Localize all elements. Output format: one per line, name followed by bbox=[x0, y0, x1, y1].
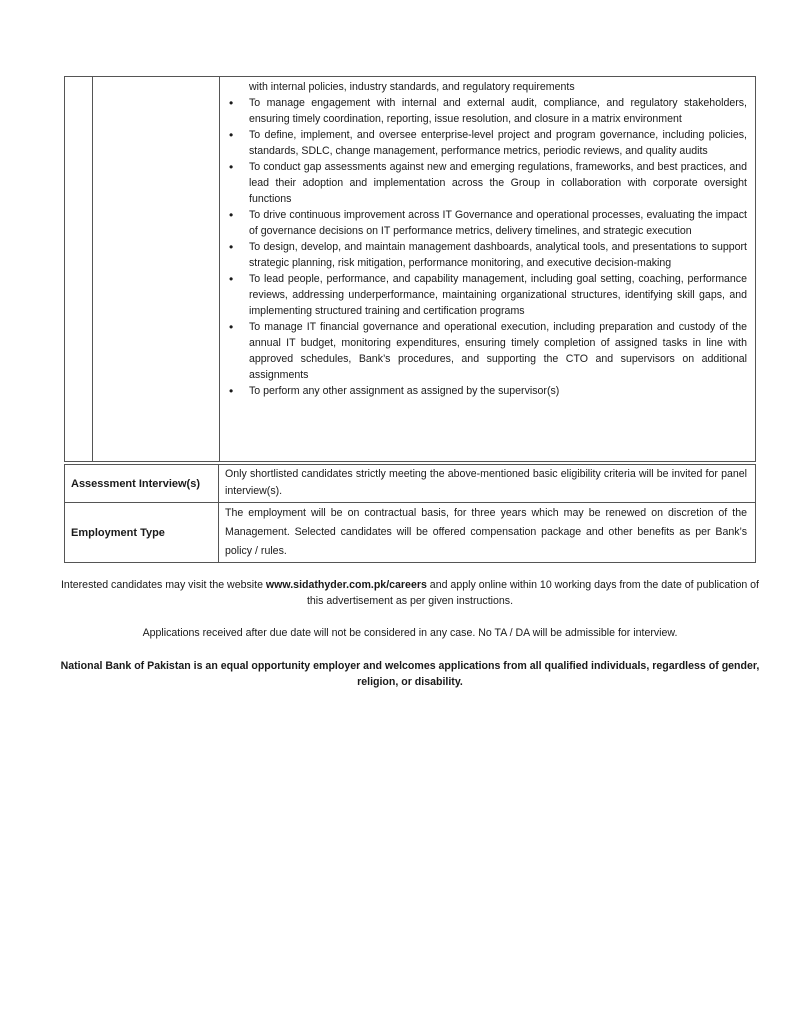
responsibilities-table bbox=[64, 76, 756, 462]
responsibilities-cell bbox=[220, 77, 755, 461]
heading-column bbox=[92, 77, 220, 461]
visit-suffix: and apply online within 10 working days from the date of publication of this advertisement as per given instructions. bbox=[306, 579, 760, 607]
assessment-row bbox=[65, 465, 755, 503]
terms-table bbox=[64, 464, 756, 563]
list-item: • To lead people, performance, and capability management, including goal setting, coaching, performance reviews, addressing underperformance, maintaining organizational structures, identifying skill gaps, and implementing structured training and certification programs bbox=[226, 271, 747, 319]
visit-prefix: Interested candidates may visit the website bbox=[60, 579, 266, 591]
careers-link[interactable]: www.sidathyder.com.pk/careers bbox=[265, 579, 427, 591]
serial-column bbox=[65, 77, 93, 461]
assessment-label: Assessment Interview(s) bbox=[65, 465, 219, 502]
list-item: • To drive continuous improvement across IT Governance and operational processes, evaluating the impact of governance decisions on IT performance metrics, delivery timelines, and strategic execution bbox=[226, 207, 747, 239]
assessment-text: Only shortlisted candidates strictly meeting the above-mentioned basic eligibility criteria will be invited for panel interview(s). bbox=[225, 468, 747, 497]
list-item: • To perform any other assignment as assigned by the supervisor(s) bbox=[226, 383, 747, 399]
application-instructions bbox=[60, 577, 760, 609]
list-item: • To design, develop, and maintain management dashboards, analytical tools, and presentations to support strategic planning, risk mitigation, performance monitoring, and executive decision-making bbox=[226, 239, 747, 271]
list-item: • To manage IT financial governance and operational execution, including preparation and custody of the annual IT budget, monitoring expenditures, ensuring timely completion of assigned tasks in line with approved schedules, Bank’s procedures, and supporting the CTO and supervisors on additional assignments bbox=[226, 319, 747, 383]
due-date-notice: Applications received after due date will not be considered in any case. No TA / DA will be admissible for interview. bbox=[142, 627, 678, 639]
list-item: • To define, implement, and oversee enterprise-level project and program governance, including policies, standards, SDLC, change management, performance metrics, periodic reviews, and quality audits bbox=[226, 127, 747, 159]
list-item: • To conduct gap assessments against new and emerging regulations, frameworks, and best practices, and lead their adoption and implementation across the Group in collaboration with corporate oversight functions bbox=[226, 159, 747, 207]
employment-text: The employment will be on contractual basis, for three years which may be renewed on discretion of the Management. Selected candidates will be offered compensation package and other benefits as per Bank’s policy / rules. bbox=[225, 507, 747, 557]
responsibilities-list bbox=[226, 95, 747, 399]
employment-row bbox=[65, 503, 755, 562]
list-item: • To manage engagement with internal and external audit, compliance, and regulatory stakeholders, ensuring timely coordination, reporting, issue resolution, and closure in a matrix environment bbox=[226, 95, 747, 127]
employment-label: Employment Type bbox=[65, 503, 219, 562]
equal-opportunity-statement: National Bank of Pakistan is an equal opportunity employer and welcomes applications from all qualified individuals, regardless of gender, religion, or disability. bbox=[60, 660, 760, 688]
continued-text: with internal policies, industry standards, and regulatory requirements bbox=[249, 81, 575, 93]
